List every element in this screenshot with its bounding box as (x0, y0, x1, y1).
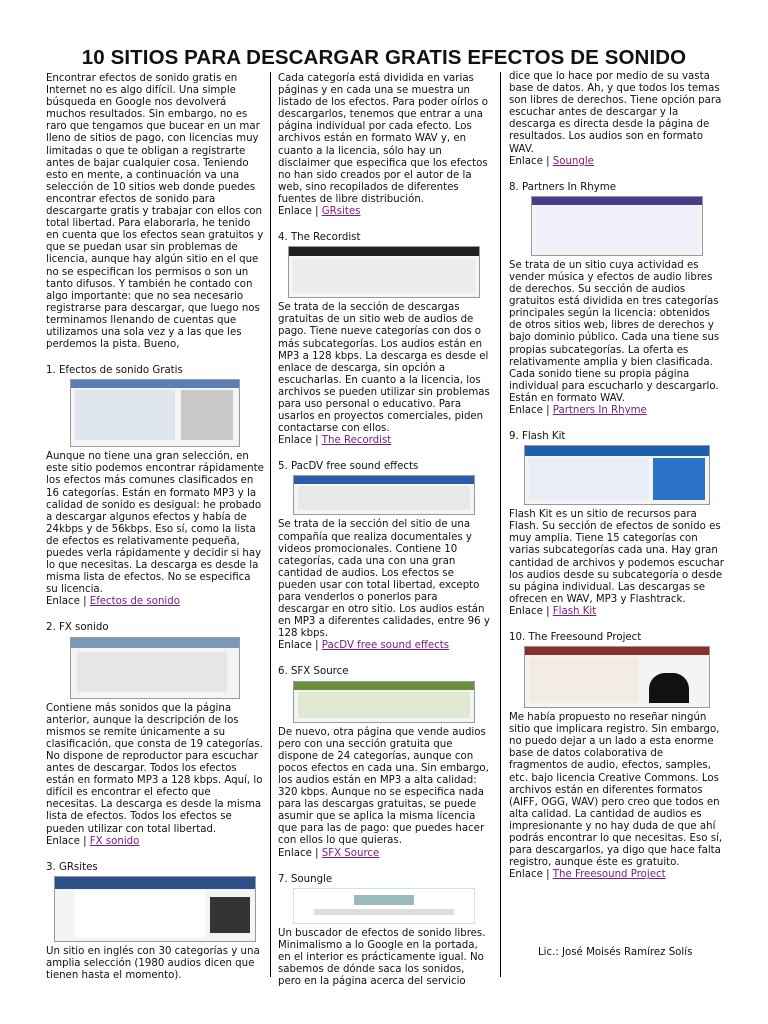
section-heading: 7. Soungle (278, 873, 333, 885)
section-heading: 4. The Recordist (278, 232, 361, 244)
column-3 (509, 71, 724, 881)
column-2 (278, 73, 490, 988)
section-body: Un sitio en inglés con 30 categorías y una amplia selección (1980 audios dicen que tienen hasta el momento). (46, 945, 260, 981)
section-body-continued: dice que lo hace por medio de su vasta base de datos. Ah, y que todos los temas son libres de derechos. Tiene opción para escuchar antes de descargar y la descarga es directa desde la página de resultados. Los audios son en formato WAV. (509, 71, 722, 155)
section-body-continued: Cada categoría está dividida en varias páginas y en cada una se muestra un listado de los efectos. Para poder oírlos o descargarlos, tenemos que entrar a una página individual por cada efecto. Los archivos están en formato WAV y, en cuanto a la licencia, sólo hay un disclaimer que especifica que los efectos no han sido creados por el autor de la web, sino recopilados de diferentes fuentes de libre distribución. (278, 73, 489, 205)
section-body: Se trata de un sitio cuya actividad es vender música y efectos de audio libres de derechos. Su sección de audios gratuitos está dividida en tres categorías principales según la licencia: obtenidos de otros sitios web, libres de derechos y bajo dominio público. Cada una tiene sus propias subcategorías. La oferta es relativamente amplia y bien clasificada. Cada sonido tiene su propia página individual para escucharlo y descargarlo. Están en formato WAV. (509, 259, 720, 404)
section-heading: 1. Efectos de sonido Gratis (46, 365, 183, 377)
section-heading: 10. The Freesound Project (509, 632, 642, 643)
section-heading: 5. PacDV free sound effects (278, 461, 419, 473)
screenshot-partners-in-rhyme (531, 196, 703, 256)
link-efectos-de-sonido[interactable]: Efectos de sonido (89, 596, 180, 608)
enlace-line: Enlace | Partners In Rhyme (509, 404, 647, 416)
enlace-line: Enlace | Efectos de sonido (46, 596, 180, 608)
section-heading: 9. Flash Kit (509, 431, 566, 443)
section-heading: 3. GRsites (46, 861, 98, 873)
section-body: Aunque no tiene una gran selección, en este sitio podemos encontrar rápidamente los efectos más comunes clasificados en 16 categorías. Están en formato MP3 y la calidad de sonido es desigual: he probado a descargar algunos efectos y había de 24kbps y de 56kbps. Eso sí, como la lista de efectos es relativamente pequeña, puedes verla rápidamente y decidir si hay lo que necesitas. La descarga es desde la misma lista de efectos. No se especifica su licencia. (46, 451, 264, 596)
section-body: Se trata de la sección del sitio de una compañía que realiza documentales y videos promocionales. Contiene 10 categorías, cada una con una gran cantidad de audios. Los efectos se pueden usar con total libertad, excepto para venderlos o ponerlos para descargar en otro sitio. Los audios están en MP3 a diferentes calidades, entre 96 y 128 kbps. (278, 519, 490, 640)
link-pacdv[interactable]: PacDV free sound effects (321, 640, 450, 652)
column-divider (270, 72, 271, 977)
enlace-line: Enlace | FX sonido (46, 835, 140, 847)
screenshot-efectos-de-sonido-gratis (70, 379, 240, 447)
section-heading: 8. Partners In Rhyme (509, 181, 616, 193)
section-body: Flash Kit es un sitio de recursos para Flash. Su sección de efectos de sonido es muy amplia. Tiene 15 categorías con varias subcategorías cada una. Hay gran cantidad de archivos y podemos escuchar los audios desde su subcategoría o desde su página individual. Las descargas se ofrecen en WAV, MP3 y Flashtrack. (509, 509, 724, 605)
enlace-line: Enlace | The Recordist (278, 435, 392, 447)
link-the-recordist[interactable]: The Recordist (321, 435, 392, 447)
screenshot-freesound (524, 646, 710, 708)
enlace-line: Enlace | Flash Kit (509, 605, 597, 617)
enlace-line: Enlace | SFX Source (278, 847, 380, 859)
section-body: Me había propuesto no reseñar ningún sitio que implicara registro. Sin embargo, no puedo dejar a un lado a esta enorme base de datos colaborativa de fragmentos de audio, efectos, samples, etc. bajo licencia Creative Commons. Los archivos están en diferentes formatos (AIFF, OGG, WAV) pero creo que todos en alta calidad. La cantidad de audios es impresionante y no hay duda de que ahí podrás encontrar lo que necesitas. Eso sí, para descargarlos, ya digo que hace falta registro, aunque éste es gratuito. (509, 712, 723, 869)
page-title: 10 SITIOS PARA DESCARGAR GRATIS EFECTOS DE SONIDO (81, 46, 687, 69)
link-fx-sonido[interactable]: FX sonido (89, 835, 140, 847)
screenshot-fx-sonido (70, 637, 240, 699)
enlace-line: Enlace | The Freesound Project (509, 869, 666, 881)
link-grsites[interactable]: GRsites (321, 206, 361, 218)
link-soungle[interactable]: Soungle (552, 155, 594, 167)
screenshot-sfx-source (293, 681, 475, 723)
screenshot-soungle (293, 888, 475, 924)
column-1 (46, 73, 264, 982)
intro-paragraph: Encontrar efectos de sonido gratis en Internet no es algo difícil. Una simple búsqueda en Google nos devolverá muchos resultados. Sin embargo, no es raro que tengamos que bucear en un mar lleno de sitios de pago, con licencias muy limitadas o que te obligan a registrarte antes de bajar cualquier cosa. Teniendo esto en mente, a continuación va una selección de 10 sitios web donde puedes encontrar efectos de sonido para descargarte gratis y trabajar con ellos con total libertad. Para elaborarla, he tenido en cuenta que los efectos sean gratuitos y que se puedan usar sin problemas de licencia, aunque hay algún sitio en el que no se especifican los permisos o son un tanto difusos. Y también he contado con algo importante: que no sea necesario registrarse para descargar, que luego nos terminamos llenando de cuentas que utilizamos una sola vez y a las que les perdemos la pista. Bueno, (46, 73, 264, 351)
section-body: Contiene más sonidos que la página anterior, aunque la descripción de los mismos se remite únicamente a su clasificación, que consta de 19 categorías. No dispone de reproductor para escuchar antes de descargar. Todos los efectos están en formato MP3 a 128 kbps. Aquí, lo difícil es encontrar el efecto que necesitas. La descarga es desde la misma lista de efectos. Todos los efectos se pueden utilizar con total libertad. (46, 702, 263, 835)
enlace-line: Enlace | PacDV free sound effects (278, 640, 450, 652)
author-signature: Lic.: José Moisés Ramírez Solís (538, 947, 693, 958)
link-freesound[interactable]: The Freesound Project (552, 869, 666, 881)
screenshot-flash-kit (524, 445, 710, 505)
screenshot-pacdv (293, 475, 475, 515)
screenshot-the-recordist (288, 246, 480, 298)
link-sfx-source[interactable]: SFX Source (321, 847, 380, 859)
section-heading: 2. FX sonido (46, 622, 109, 634)
screenshot-grsites (54, 876, 256, 942)
section-body: Un buscador de efectos de sonido libres. Minimalismo a lo Google en la portada, en el interior es prácticamente igual. No sabemos de dónde saca los sonidos, pero en la página acerca del servicio (278, 927, 486, 988)
section-heading: 6. SFX Source (278, 666, 349, 678)
section-body: Se trata de la sección de descargas gratuitas de un sitio web de audios de pago. Tiene nueve categorías con dos o más subcategorías. Los audios están en MP3 a 128 kbps. La descarga es desde el enlace de descarga, sin opción a escucharlas. En cuanto a la licencia, los archivos se pueden utilizar sin problemas para uso personal o educativo. Para usarlos en proyectos comerciales, piden contactarse con ellos. (278, 302, 490, 435)
enlace-line: Enlace | GRsites (278, 206, 361, 218)
enlace-line: Enlace | Soungle (509, 155, 594, 167)
link-partners-in-rhyme[interactable]: Partners In Rhyme (552, 404, 647, 416)
column-divider (500, 72, 501, 977)
section-body: De nuevo, otra página que vende audios pero con una sección gratuita que dispone de 24 categorías, aunque con pocos efectos en cada una. Sin embargo, los audios están en MP3 a alta calidad: 320 kbps. Aunque no se especifica nada para las descargas gratuitas, se puede asumir que se aplica la misma licencia que para las de pago: que puedes hacer con ellos lo que quieras. (278, 726, 489, 847)
link-flash-kit[interactable]: Flash Kit (552, 605, 597, 617)
